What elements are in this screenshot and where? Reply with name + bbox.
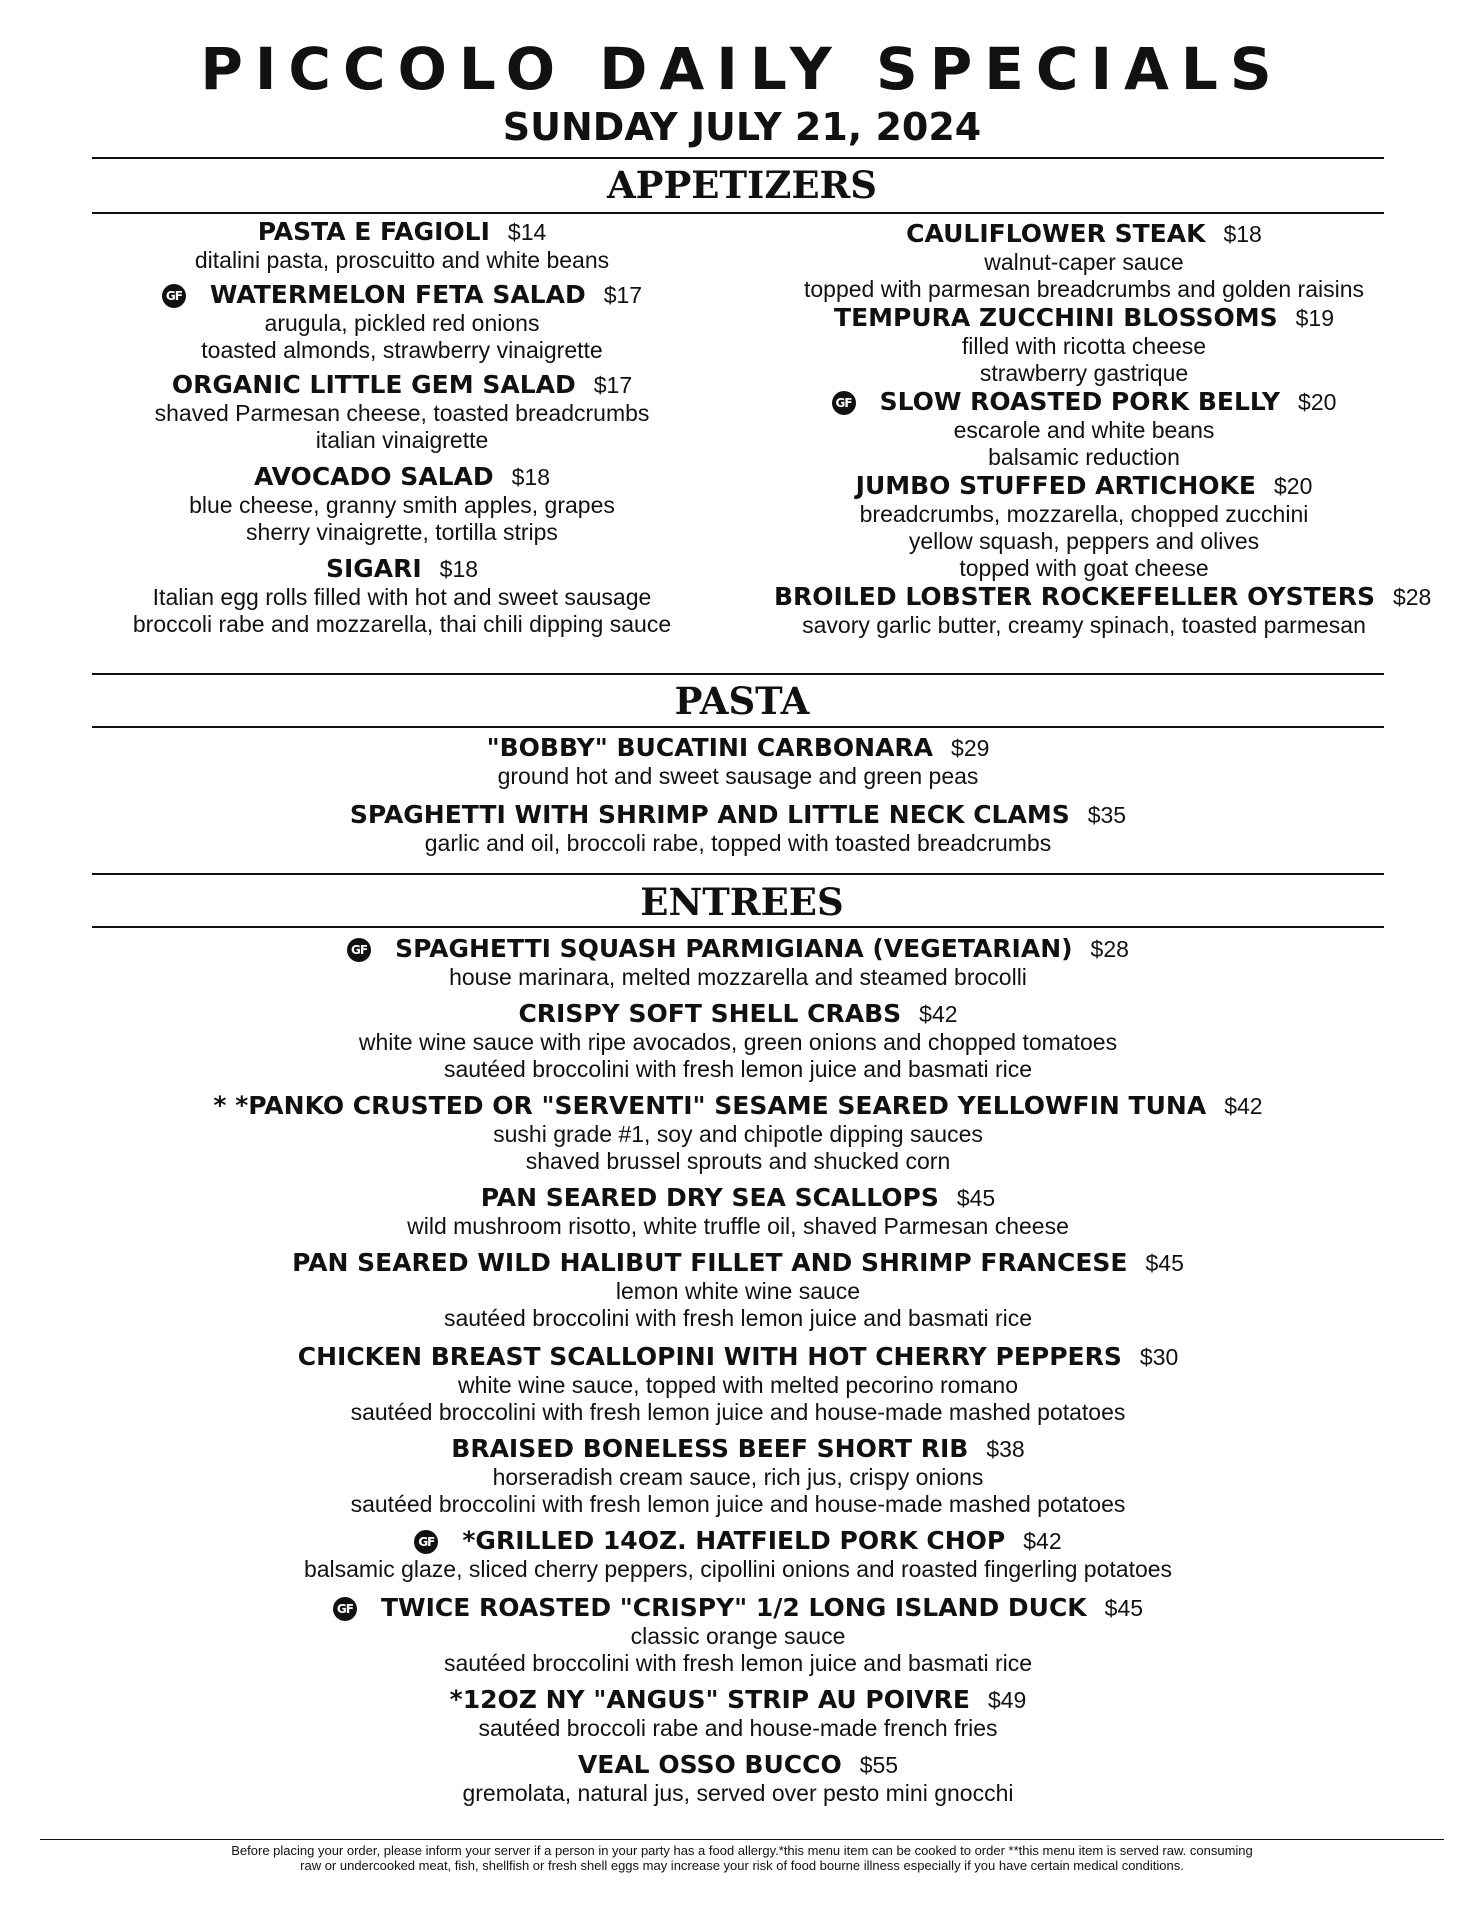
menu-item-description: sautéed broccolini with fresh lemon juice and basmati rice <box>443 1650 1033 1676</box>
menu-item-price: $18 <box>1223 221 1262 247</box>
menu-item-description: lemon white wine sauce <box>615 1278 861 1304</box>
divider <box>92 157 1384 159</box>
menu-item <box>92 370 712 454</box>
menu-item-header <box>92 1593 1384 1623</box>
menu-item-price: $17 <box>593 372 633 398</box>
menu-item <box>92 1248 1384 1332</box>
menu-item-name: VEAL OSSO BUCCO <box>577 1750 842 1779</box>
divider <box>92 212 1384 214</box>
menu-item-description: white wine sauce, topped with melted pecorino romano <box>458 1372 1018 1398</box>
menu-item-price: $45 <box>956 1185 996 1211</box>
menu-item-description: yellow squash, peppers and olives <box>908 528 1260 554</box>
menu-item-description: sherry vinaigrette, tortilla strips <box>246 519 558 545</box>
menu-item-description: horseradish cream sauce, rich jus, crispy onions <box>492 1464 984 1490</box>
menu-item <box>92 1685 1384 1742</box>
menu-item <box>92 999 1384 1083</box>
menu-item-price: $38 <box>986 1436 1025 1462</box>
menu-item-description: walnut-caper sauce <box>984 249 1184 275</box>
menu-item-description: balsamic reduction <box>988 444 1180 470</box>
menu-item <box>774 219 1394 303</box>
menu-item <box>92 733 1384 790</box>
appetizers-left-column <box>92 217 712 638</box>
menu-item <box>92 554 712 638</box>
menu-item <box>92 462 712 546</box>
menu-item-description: topped with parmesan breadcrumbs and golden raisins <box>804 276 1364 302</box>
appetizers-right-column <box>774 219 1432 639</box>
menu-item-price: $20 <box>1298 389 1337 415</box>
menu-item-description: blue cheese, granny smith apples, grapes <box>189 492 615 518</box>
menu-item <box>92 1526 1384 1583</box>
menu-item-description: broccoli rabe and mozzarella, thai chili dipping sauce <box>132 611 672 637</box>
gluten-free-icon: GF <box>414 1530 438 1554</box>
menu-item-price: $42 <box>1224 1093 1263 1119</box>
menu-item-description: garlic and oil, broccoli rabe, topped with toasted breadcrumbs <box>424 830 1052 856</box>
menu-item-name: CRISPY SOFT SHELL CRABS <box>518 999 902 1028</box>
menu-item-description: sautéed broccolini with fresh lemon juice and basmati rice <box>443 1056 1033 1082</box>
menu-item-price: $18 <box>511 464 550 490</box>
menu-item-price: $45 <box>1104 1595 1144 1621</box>
menu-item-price: $42 <box>919 1001 958 1027</box>
menu-item-header <box>92 1526 1384 1556</box>
menu-item-price: $55 <box>859 1752 899 1778</box>
menu-date: SUNDAY JULY 21, 2024 <box>502 105 982 149</box>
menu-item-name: BROILED LOBSTER ROCKEFELLER OYSTERS <box>774 582 1375 611</box>
divider <box>40 1839 1444 1840</box>
menu-item-name: * *PANKO CRUSTED OR "SERVENTI" SESAME SEARED YELLOWFIN TUNA <box>213 1091 1207 1120</box>
menu-item <box>92 1750 1384 1807</box>
menu-item-description: gremolata, natural jus, served over pesto mini gnocchi <box>462 1780 1014 1806</box>
menu-item-name: PASTA E FAGIOLI <box>257 217 490 246</box>
menu-item-header <box>774 219 1394 249</box>
gluten-free-icon: GF <box>832 391 856 415</box>
menu-item <box>774 582 1432 639</box>
menu-item-description: shaved Parmesan cheese, toasted breadcrumbs <box>154 400 650 426</box>
menu-item-header <box>92 1342 1384 1372</box>
menu-item-name: *12OZ NY "ANGUS" STRIP AU POIVRE <box>449 1685 970 1714</box>
menu-item-name: AVOCADO SALAD <box>254 462 494 491</box>
menu-item-name: TWICE ROASTED "CRISPY" 1/2 LONG ISLAND DUCK <box>380 1593 1087 1622</box>
menu-item-price: $28 <box>1090 936 1129 962</box>
menu-item-header <box>92 1434 1384 1464</box>
menu-item <box>92 1183 1384 1240</box>
menu-item-description: strawberry gastrique <box>979 360 1189 386</box>
menu-item-header <box>774 387 1394 417</box>
allergy-disclaimer <box>120 1843 1364 1873</box>
menu-item-header <box>92 1091 1384 1121</box>
menu-item-name: *GRILLED 14OZ. HATFIELD PORK CHOP <box>462 1526 1006 1555</box>
menu-item-description: savory garlic butter, creamy spinach, toasted parmesan <box>802 612 1366 638</box>
menu-item-name: CHICKEN BREAST SCALLOPINI WITH HOT CHERRY PEPPERS <box>297 1342 1122 1371</box>
menu-item-header <box>92 462 712 492</box>
menu-item-header <box>92 999 1384 1029</box>
menu-item-description: sautéed broccolini with fresh lemon juice and house-made mashed potatoes <box>350 1491 1126 1517</box>
menu-item-description: Italian egg rolls filled with hot and sweet sausage <box>152 584 652 610</box>
disclaimer-line: Before placing your order, please inform your server if a person in your party has a food allergy.*this menu item can be cooked to order **this menu item is served raw. consuming <box>231 1843 1253 1858</box>
menu-item-header <box>92 1248 1384 1278</box>
menu-item-name: SLOW ROASTED PORK BELLY <box>879 387 1281 416</box>
pasta-list <box>92 733 1384 857</box>
menu-item-name: TEMPURA ZUCCHINI BLOSSOMS <box>834 303 1278 332</box>
menu-item-description: white wine sauce with ripe avocados, green onions and chopped tomatoes <box>358 1029 1118 1055</box>
divider <box>92 673 1384 675</box>
menu-item-price: $35 <box>1087 802 1127 828</box>
menu-item-name: "BOBBY" BUCATINI CARBONARA <box>486 733 934 762</box>
menu-item <box>92 1593 1384 1677</box>
menu-item-price: $49 <box>987 1687 1027 1713</box>
section-heading-pasta: PASTA <box>674 679 810 723</box>
menu-item-header <box>92 733 1384 763</box>
menu-item-description: house marinara, melted mozzarella and steamed brocolli <box>449 964 1027 990</box>
menu-item-price: $14 <box>507 219 547 245</box>
menu-item-name: ORGANIC LITTLE GEM SALAD <box>171 370 576 399</box>
menu-item-name: JUMBO STUFFED ARTICHOKE <box>855 471 1256 500</box>
menu-item-price: $19 <box>1295 305 1334 331</box>
menu-item <box>92 1434 1384 1518</box>
gluten-free-icon: GF <box>347 938 371 962</box>
menu-item-price: $29 <box>951 735 990 761</box>
menu-item-header <box>92 217 712 247</box>
disclaimer-line: raw or undercooked meat, fish, shellfish or fresh shell eggs may increase your risk of food bourne illness especially if you have certain medical conditions. <box>300 1858 1184 1873</box>
menu-item-price: $30 <box>1139 1344 1179 1370</box>
menu-item-price: $17 <box>603 282 643 308</box>
divider <box>92 726 1384 728</box>
menu-item-description: breadcrumbs, mozzarella, chopped zucchini <box>859 501 1309 527</box>
menu-item-description: balsamic glaze, sliced cherry peppers, cipollini onions and roasted fingerling potatoes <box>303 1556 1173 1582</box>
menu-item-name: CAULIFLOWER STEAK <box>906 219 1206 248</box>
menu-item-description: ground hot and sweet sausage and green peas <box>497 763 979 789</box>
menu-item-name: WATERMELON FETA SALAD <box>209 280 586 309</box>
divider <box>92 926 1384 928</box>
menu-item-description: sushi grade #1, soy and chipotle dipping sauces <box>493 1121 983 1147</box>
menu-item-price: $18 <box>439 556 479 582</box>
menu-item-description: sautéed broccolini with fresh lemon juice and basmati rice <box>443 1305 1033 1331</box>
menu-item-description: shaved brussel sprouts and shucked corn <box>525 1148 951 1174</box>
gluten-free-icon: GF <box>333 1597 357 1621</box>
menu-item-description: classic orange sauce <box>630 1623 846 1649</box>
menu-item <box>92 1342 1384 1426</box>
menu-item-header <box>92 934 1384 964</box>
menu-item-header <box>92 1750 1384 1780</box>
menu-item-header <box>92 554 712 584</box>
menu-item <box>774 471 1394 582</box>
menu-item-price: $45 <box>1145 1250 1184 1276</box>
menu-item-description: ditalini pasta, proscuitto and white beans <box>194 247 610 273</box>
menu-item-name: SPAGHETTI WITH SHRIMP AND LITTLE NECK CLAMS <box>349 800 1070 829</box>
entrees-list <box>92 934 1384 1807</box>
menu-item-description: escarole and white beans <box>953 417 1215 443</box>
menu-item <box>774 303 1394 387</box>
menu-item-header <box>92 800 1384 830</box>
section-heading-appetizers: APPETIZERS <box>606 163 878 207</box>
menu-item-name: PAN SEARED DRY SEA SCALLOPS <box>480 1183 939 1212</box>
menu-item-description: filled with ricotta cheese <box>961 333 1207 359</box>
menu-item-header <box>774 303 1394 333</box>
menu-item <box>92 934 1384 991</box>
gluten-free-icon: GF <box>162 284 186 308</box>
menu-item-description: wild mushroom risotto, white truffle oil, shaved Parmesan cheese <box>407 1213 1069 1239</box>
menu-item-header <box>92 280 712 310</box>
menu-item-price: $20 <box>1273 473 1313 499</box>
menu-item-name: SIGARI <box>325 554 422 583</box>
menu-item <box>92 800 1384 857</box>
menu-item <box>92 217 712 274</box>
menu-item-name: PAN SEARED WILD HALIBUT FILLET AND SHRIMP FRANCESE <box>292 1248 1128 1277</box>
divider <box>92 873 1384 875</box>
menu-item <box>92 1091 1384 1175</box>
menu-item-price: $28 <box>1392 584 1432 610</box>
section-heading-entrees: ENTREES <box>640 880 844 924</box>
menu-item <box>92 280 712 364</box>
menu-item <box>774 387 1394 471</box>
menu-item-description: sautéed broccoli rabe and house-made french fries <box>478 1715 998 1741</box>
menu-item-name: SPAGHETTI SQUASH PARMIGIANA (VEGETARIAN) <box>395 934 1073 963</box>
menu-item-header <box>92 370 712 400</box>
menu-item-description: sautéed broccolini with fresh lemon juice and house-made mashed potatoes <box>350 1399 1126 1425</box>
menu-item-header <box>774 582 1432 612</box>
menu-item-description: toasted almonds, strawberry vinaigrette <box>201 337 603 363</box>
menu-item-header <box>92 1183 1384 1213</box>
menu-item-name: BRAISED BONELESS BEEF SHORT RIB <box>451 1434 969 1463</box>
menu-item-header <box>92 1685 1384 1715</box>
menu-item-price: $42 <box>1023 1528 1062 1554</box>
menu-item-description: italian vinaigrette <box>315 427 489 453</box>
menu-item-header <box>774 471 1394 501</box>
menu-title: PICCOLO DAILY SPECIALS <box>200 35 1284 103</box>
menu-item-description: arugula, pickled red onions <box>264 310 540 336</box>
menu-item-description: topped with goat cheese <box>959 555 1209 581</box>
